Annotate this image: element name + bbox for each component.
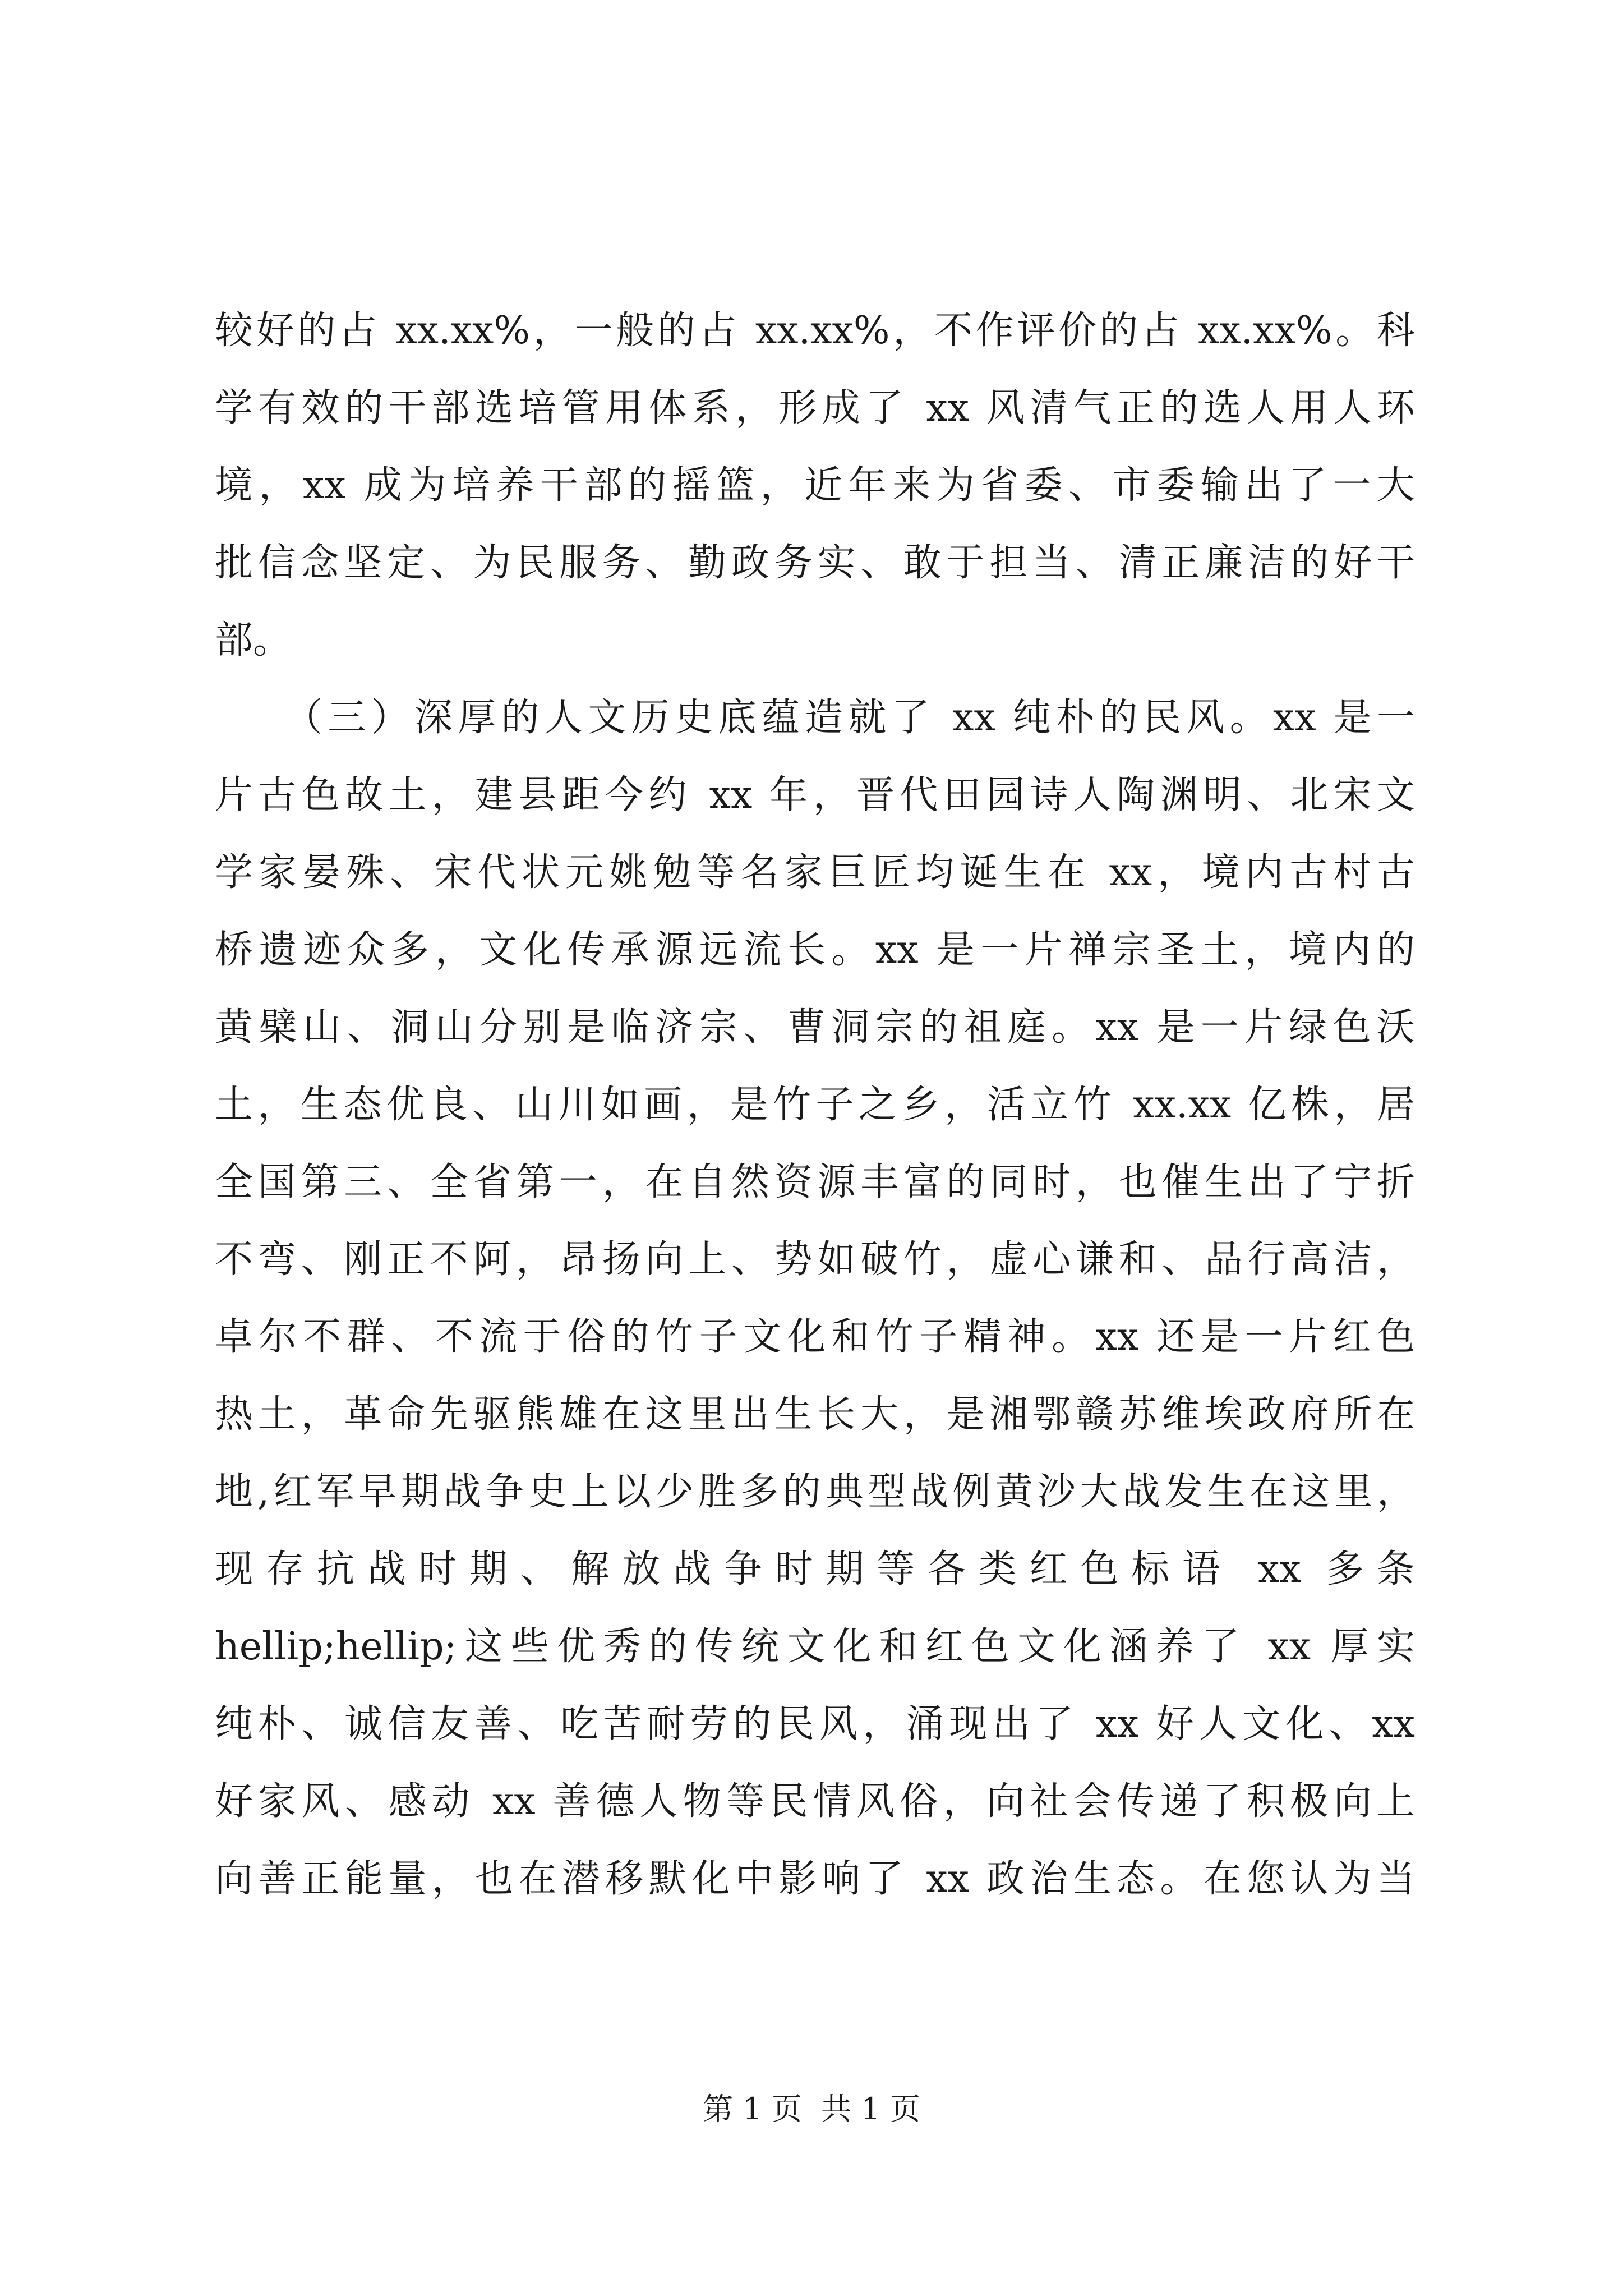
text-line-11: 土，生态优良、山川如画，是竹子之乡，活立竹 xx.xx 亿株，居 (215, 1083, 1415, 1127)
text-line-12: 全国第三、全省第一，在自然资源丰富的同时，也催生出了宁折 (215, 1160, 1415, 1204)
text-line-17: 现存抗战时期、解放战争时期等各类红色标语 xx 多条 (215, 1547, 1415, 1591)
text-line-16: 地,红军早期战争史上以少胜多的典型战例黄沙大战发生在这里， (215, 1470, 1415, 1514)
text-line-1: 较好的占 xx.xx%，一般的占 xx.xx%，不作评价的占 xx.xx%。科 (215, 309, 1415, 353)
text-line-2: 学有效的干部选培管用体系，形成了 xx 风清气正的选人用人环 (215, 386, 1415, 430)
page-footer: 第 1 页 共 1 页 (703, 2091, 920, 2127)
text-line-21: 向善正能量，也在潜移默化中影响了 xx 政治生态。在您认为当 (215, 1857, 1415, 1901)
text-line-9: 桥遗迹众多，文化传承源远流长。xx 是一片禅宗圣土，境内的 (215, 928, 1415, 972)
text-line-6: （三）深厚的人文历史底蕴造就了 xx 纯朴的民风。xx 是一 (215, 696, 1415, 740)
text-line-14: 卓尔不群、不流于俗的竹子文化和竹子精神。xx 还是一片红色 (215, 1315, 1415, 1359)
text-line-18: hellip;hellip;这些优秀的传统文化和红色文化涵养了 xx 厚实 (215, 1625, 1415, 1669)
text-line-19: 纯朴、诚信友善、吃苦耐劳的民风，涌现出了 xx 好人文化、xx (215, 1702, 1415, 1746)
text-line-15: 热土，革命先驱熊雄在这里出生长大，是湘鄂赣苏维埃政府所在 (215, 1392, 1415, 1437)
text-line-5: 部。 (215, 618, 292, 662)
text-line-3: 境，xx 成为培养干部的摇篮，近年来为省委、市委输出了一大 (215, 463, 1415, 508)
text-line-7: 片古色故土，建县距今约 xx 年，晋代田园诗人陶渊明、北宋文 (215, 773, 1415, 817)
text-line-13: 不弯、刚正不阿，昂扬向上、势如破竹，虚心谦和、品行高洁， (215, 1237, 1415, 1282)
text-line-4: 批信念坚定、为民服务、勤政务实、敢于担当、清正廉洁的好干 (215, 541, 1415, 585)
text-line-10: 黄檗山、洞山分别是临济宗、曹洞宗的祖庭。xx 是一片绿色沃 (215, 1005, 1415, 1050)
text-line-8: 学家晏殊、宋代状元姚勉等名家巨匠均诞生在 xx，境内古村古 (215, 850, 1415, 895)
text-line-20: 好家风、感动 xx 善德人物等民情风俗，向社会传递了积极向上 (215, 1779, 1415, 1824)
